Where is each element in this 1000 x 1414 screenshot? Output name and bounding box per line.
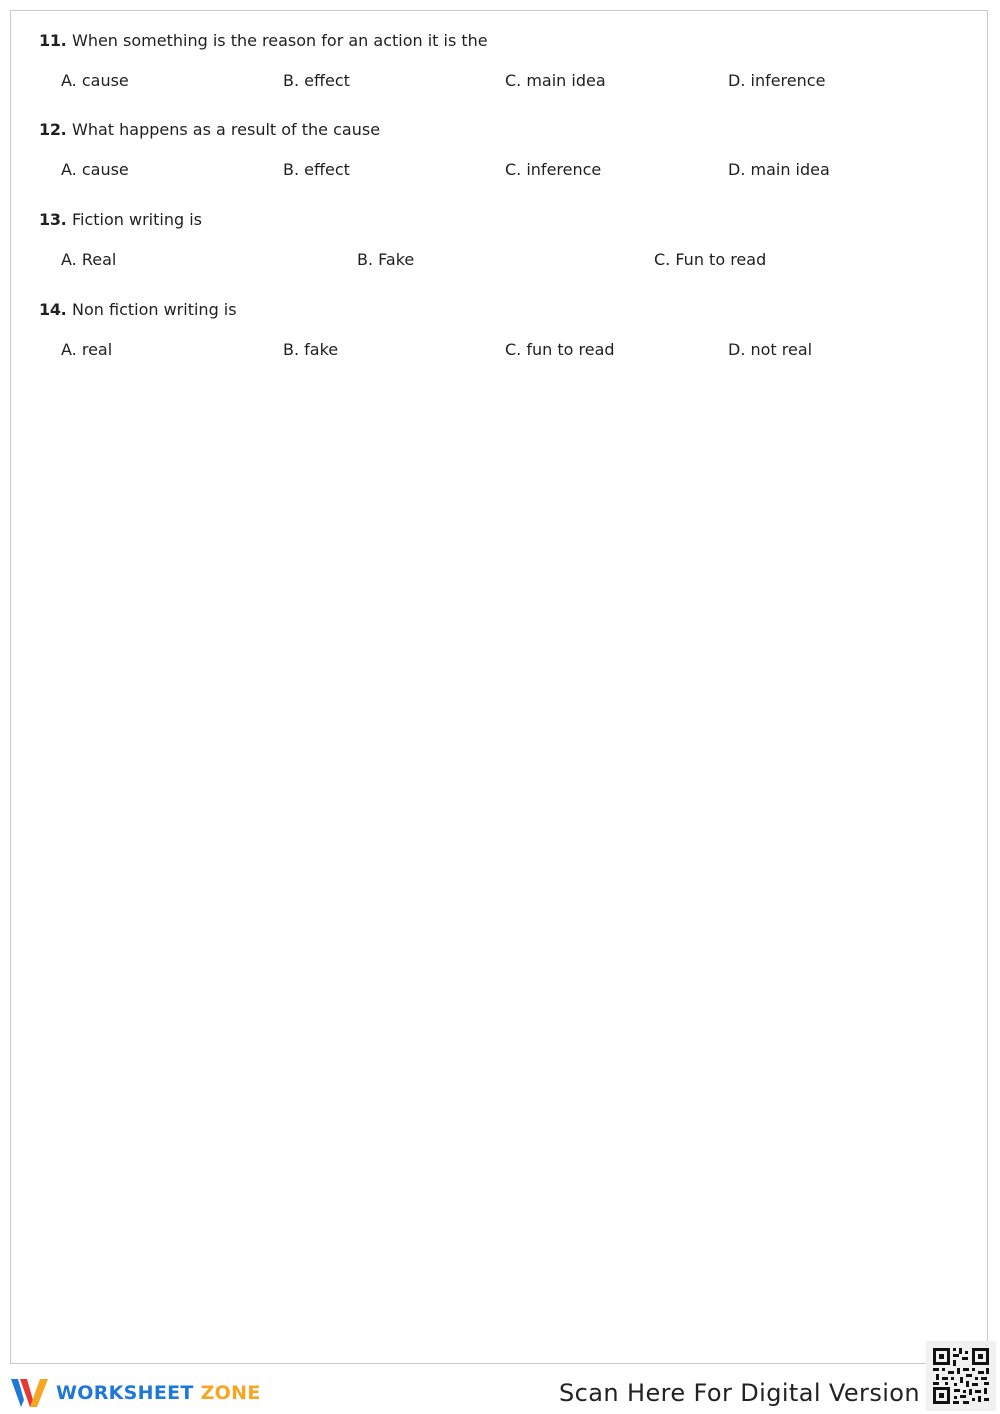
worksheet-zone-logo-icon [10, 1376, 50, 1410]
question-11 [39, 31, 979, 95]
question-14 [39, 300, 979, 364]
qr-code-icon[interactable] [926, 1341, 996, 1411]
option-b[interactable]: B. fake [283, 340, 339, 359]
answer-options [39, 160, 979, 184]
answer-options [39, 250, 979, 274]
option-a[interactable]: A. cause [61, 160, 129, 179]
question-13 [39, 210, 979, 274]
option-d[interactable]: D. not real [728, 340, 813, 359]
brand-name [56, 1382, 261, 1404]
option-a[interactable]: A. real [61, 340, 113, 359]
option-a[interactable]: A. cause [61, 71, 129, 90]
brand-name-part2: ZONE [200, 1382, 261, 1404]
worksheet-zone-logo [10, 1376, 261, 1410]
option-b[interactable]: B. effect [283, 71, 350, 90]
brand-name-part1: WORKSHEET [56, 1382, 194, 1404]
option-d[interactable]: D. inference [728, 71, 826, 90]
option-c[interactable]: C. main idea [505, 71, 606, 90]
worksheet-page [10, 10, 988, 1364]
question-number: 14. [39, 300, 67, 319]
question-text: Fiction writing is [72, 210, 203, 229]
option-a[interactable]: A. Real [61, 250, 117, 269]
question-number: 12. [39, 120, 67, 139]
option-b[interactable]: B. Fake [357, 250, 415, 269]
question-number: 11. [39, 31, 67, 50]
question-text: Non fiction writing is [72, 300, 237, 319]
option-c[interactable]: C. fun to read [505, 340, 615, 359]
question-text: When something is the reason for an action it is the [72, 31, 488, 50]
option-d[interactable]: D. main idea [728, 160, 830, 179]
question-12 [39, 120, 979, 184]
option-b[interactable]: B. effect [283, 160, 350, 179]
option-c[interactable]: C. inference [505, 160, 602, 179]
option-c[interactable]: C. Fun to read [654, 250, 767, 269]
answer-options [39, 340, 979, 364]
question-number: 13. [39, 210, 67, 229]
scan-instruction: Scan Here For Digital Version [559, 1379, 920, 1407]
answer-options [39, 71, 979, 95]
question-text: What happens as a result of the cause [72, 120, 381, 139]
